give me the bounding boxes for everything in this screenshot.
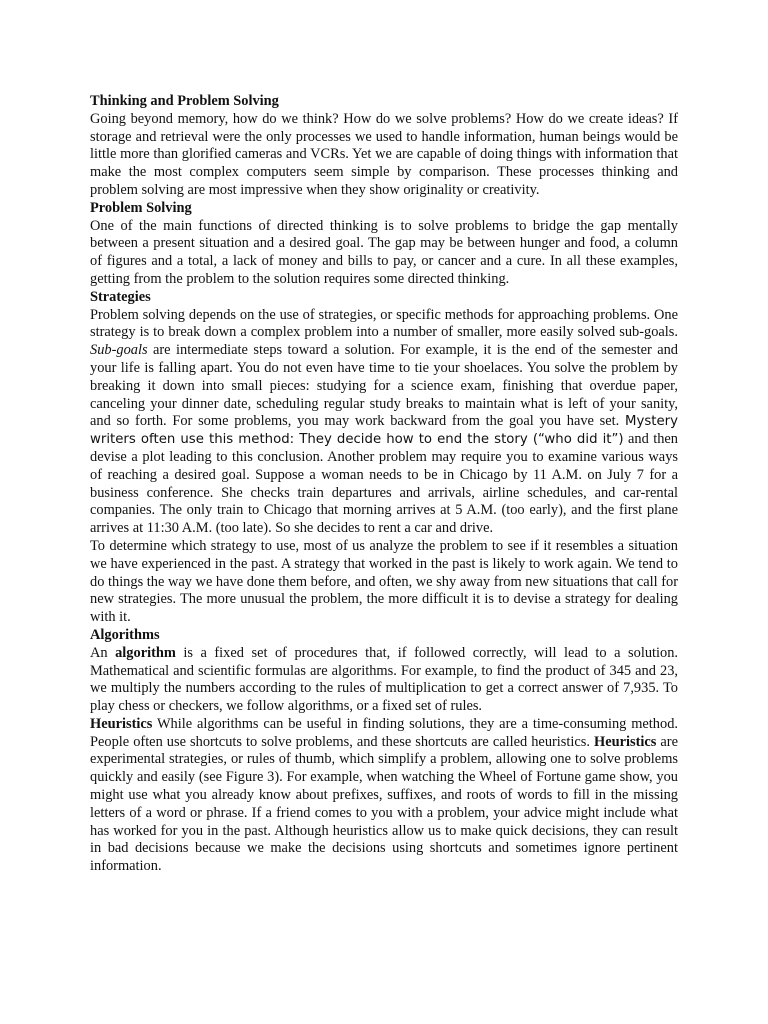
sub-goals-term: Sub-goals — [90, 342, 148, 359]
strategies-heading: Strategies — [90, 288, 151, 305]
heuristics-text-b: are experimental strategies, or rules of thumb, which simplify a problem, allowing one to solve problems quickly and easily (see Figure 3). For example, when watching the Wheel of Fortune game show, you might use what you already know about prefixes, suffixes, and roots of words to fill in the missing letters of a word or phrase. If a friend comes to you with a problem, your advice might include what has worked for you in the past. Although heuristics allow us to make quick decisions, they can result in bad decisions because we make the decisions using shortcuts and sometimes ignore pertinent information. — [90, 733, 678, 875]
document-title: Thinking and Problem Solving — [90, 93, 279, 109]
strategies-text-c: Mystery writers often use this method: They decide how to end the story (“who did it”) — [90, 414, 678, 448]
strategies-paragraph-2: To determine which strategy to use, most of us analyze the problem to see if it resembles a situation we have experienced in the past. A strategy that worked in the past is likely to work again. We tend to do things the way we have done them before, and often, we shy away from new situations that call for new strategies. The more unusual the problem, the more difficult it is to devise a strategy for dealing with it. — [90, 537, 678, 626]
strategies-text-b: are intermediate steps toward a solution. For example, it is the end of the semester and your life is falling apart. You do not even have time to tie your shoelaces. You solve the problem by breaking it down into small pieces: studying for a science exam, finishing that overdue paper, canceling your dinner date, scheduling regular study breaks to maintain what is left of your sanity, and so forth. For some problems, you may work backward from the goal you have set. — [90, 342, 678, 430]
algorithms-paragraph — [90, 645, 678, 716]
problem-solving-heading: Problem Solving — [90, 199, 192, 216]
algorithms-text-a: An — [90, 644, 116, 661]
algorithms-text-b: is a fixed set of procedures that, if followed correctly, will lead to a solution. Mathematical and scientific formulas are algorithms. For example, to find the product of 345 and 23, we multiply the numbers according to the rules of multiplication to get a correct answer of 7,935. To play chess or checkers, we follow algorithms, or a fixed set of rules. — [90, 644, 679, 715]
algorithm-term: algorithm — [115, 644, 176, 661]
problem-solving-paragraph: One of the main functions of directed thinking is to solve problems to bridge the gap mentally between a present situation and a desired goal. The gap may be between hunger and food, a column of figures and a total, a lack of money and bills to pay, or cancer and a cure. In all these examples, getting from the problem to the solution requires some directed thinking. — [90, 217, 678, 287]
strategies-paragraph-1 — [90, 307, 678, 538]
document-page — [90, 93, 678, 876]
heuristics-term: Heuristics — [594, 733, 657, 750]
strategies-text-a: Problem solving depends on the use of strategies, or specific methods for approaching problems. One strategy is to break down a complex problem into a number of smaller, more easily solved sub-goals. — [90, 306, 678, 341]
strategies-text-d: and then devise a plot leading to this conclusion. Another problem may require you to examine various ways of reaching a desired goal. Suppose a woman needs to be in Chicago by 11 A.M. on July 7 for a business conference. She checks train departures and arrivals, airline schedules, and car-rental companies. The only train to Chicago that morning arrives at 5 A.M. (too early), and the first plane arrives at 11:30 A.M. (too late). So she decides to rent a car and drive. — [90, 431, 678, 537]
heuristics-lead-term: Heuristics — [90, 715, 153, 732]
heuristics-text-a: While algorithms can be useful in finding solutions, they are a time-consuming method. People often use shortcuts to solve problems, and these shortcuts are called heuristics. — [90, 715, 678, 750]
intro-paragraph: Going beyond memory, how do we think? How do we solve problems? How do we create ideas? If storage and retrieval were the only processes we used to handle information, human beings would be little more than glorified cameras and VCRs. Yet we are capable of doing things with information that make the most complex computers seem simple by comparison. These processes thinking and problem solving are most impressive when they show originality or creativity. — [90, 110, 678, 198]
algorithms-heading: Algorithms — [90, 626, 160, 643]
heuristics-paragraph — [90, 716, 678, 876]
